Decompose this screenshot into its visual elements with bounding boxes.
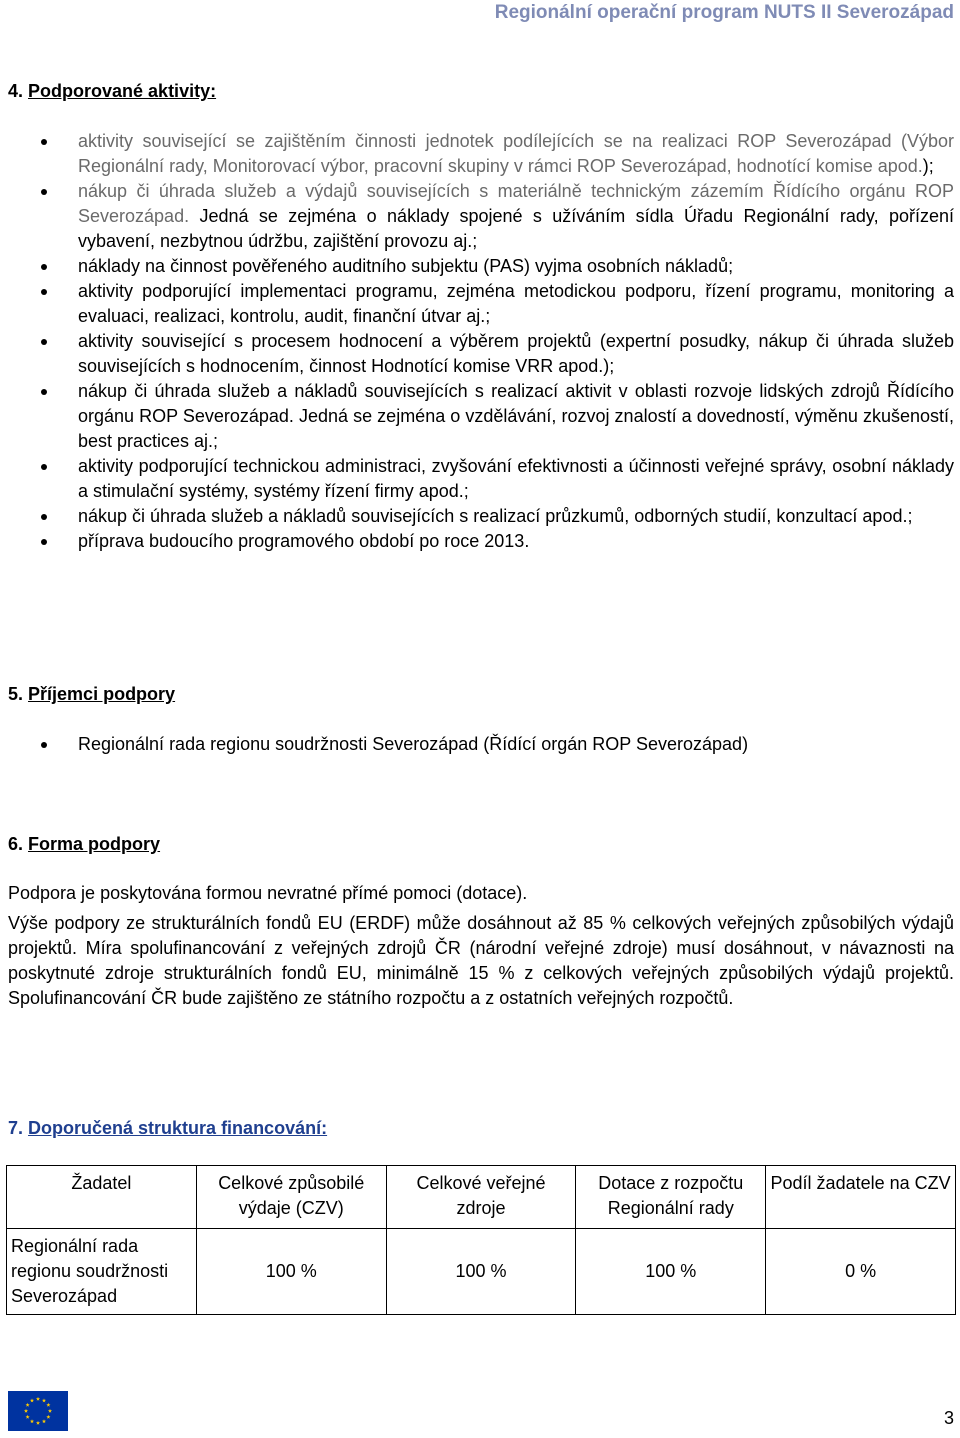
- section-7-number: 7.: [8, 1118, 24, 1138]
- table-header-cell: Žadatel: [7, 1166, 197, 1229]
- eu-star-icon: [42, 1419, 46, 1423]
- eu-star-icon: [30, 1419, 34, 1423]
- bullet-icon: [41, 539, 47, 545]
- list-item: aktivity související s procesem hodnocení a výběrem projektů (expertní posudky, nákup či úhrada služeb souvisejících s hodnocením, činnost Hodnotící komise VRR apod.);: [0, 329, 954, 379]
- section-6-heading: [8, 832, 160, 856]
- eu-star-icon: [48, 1409, 52, 1413]
- section-5-number: 5.: [8, 684, 24, 704]
- bullet-icon: [41, 464, 47, 470]
- bullet-icon: [41, 139, 47, 145]
- table-row: [7, 1229, 956, 1315]
- list-item: aktivity související se zajištěním činnosti jednotek podílejících se na realizaci ROP Severozápad (Výbor Regionální rady, Monitorovací výbor, pracovní skupiny v rámci ROP Severozápad, hodnotící komise apod.);: [0, 129, 954, 179]
- table-header-cell: Celkové veřejné zdroje: [386, 1166, 576, 1229]
- section-4-list: [0, 129, 954, 554]
- eu-flag-icon: [8, 1391, 68, 1431]
- section-7-title: Doporučená struktura financování:: [28, 1118, 328, 1138]
- section-5-list: [0, 732, 954, 757]
- list-item: aktivity podporující implementaci programu, zejména metodickou podporu, řízení programu, monitoring a evaluaci, realizaci, kontrolu, audit, finanční útvar aj.;: [0, 279, 954, 329]
- table-cell: 100 %: [386, 1229, 576, 1315]
- bullet-icon: [41, 289, 47, 295]
- list-item: Regionální rada regionu soudržnosti Severozápad (Řídící orgán ROP Severozápad): [0, 732, 954, 757]
- section-7-heading: [8, 1116, 327, 1140]
- bullet-icon: [41, 389, 47, 395]
- list-item: aktivity podporující technickou administraci, zvyšování efektivnosti a účinnosti veřejné správy, osobní náklady a stimulační systémy, systémy řízení firmy apod.;: [0, 454, 954, 504]
- list-item: nákup či úhrada služeb a výdajů souvisejících s materiálně technickým zázemím Řídícího orgánu ROP Severozápad. Jedná se zejména o náklady spojené s užíváním sídla Úřadu Regionální rady, pořízení vybavení, nezbytnou údržbu, zajištění provozu aj.;: [0, 179, 954, 254]
- section-5-title: Příjemci podpory: [28, 684, 176, 704]
- section-6-paragraph-2: Výše podpory ze strukturálních fondů EU (ERDF) může dosáhnout až 85 % celkových veřejných způsobilých výdajů projektů. Míra spolufinancování z veřejných zdrojů ČR (národní veřejné zdroje) musí dosáhnout, v návaznosti na poskytnuté zdroje strukturálních fondů EU, minimálně 15 % z celkových veřejných způsobilých výdajů projektů. Spolufinancování ČR bude zajištěno ze státního rozpočtu a z ostatních veřejných rozpočtů.: [8, 913, 954, 1008]
- running-header: Regionální operační program NUTS II Severozápad: [494, 2, 954, 23]
- section-6-number: 6.: [8, 834, 24, 854]
- eu-star-icon: [46, 1415, 50, 1419]
- bullet-icon: [41, 742, 47, 748]
- eu-star-icon: [26, 1415, 30, 1419]
- table-header-row: [7, 1166, 956, 1229]
- section-5-heading: [8, 682, 175, 706]
- table-header-cell: Celkové způsobilé výdaje (CZV): [196, 1166, 386, 1229]
- eu-star-icon: [24, 1409, 28, 1413]
- list-item: náklady na činnost pověřeného auditního subjektu (PAS) vyjma osobních nákladů;: [0, 254, 954, 279]
- list-item: nákup či úhrada služeb a nákladů souvisejících s realizací průzkumů, odborných studií, konzultací apod.;: [0, 504, 954, 529]
- section-6-title: Forma podpory: [28, 834, 161, 854]
- eu-star-icon: [36, 1397, 40, 1401]
- list-item: nákup či úhrada služeb a nákladů souvisejících s realizací aktivit v oblasti rozvoje lidských zdrojů Řídícího orgánu ROP Severozápad. Jedná se zejména o vzdělávání, rozvoj znalostí a dovedností, výměnu zkušeností, best practices aj.;: [0, 379, 954, 454]
- table-cell: 0 %: [766, 1229, 956, 1315]
- eu-star-icon: [42, 1398, 46, 1402]
- eu-star-icon: [26, 1403, 30, 1407]
- bullet-icon: [41, 339, 47, 345]
- list-item: příprava budoucího programového období po roce 2013.: [0, 529, 954, 554]
- table-header-cell: Dotace z rozpočtu Regionální rady: [576, 1166, 766, 1229]
- bullet-icon: [41, 264, 47, 270]
- bullet-icon: [41, 514, 47, 520]
- eu-stars-icon: [8, 1391, 68, 1431]
- bullet-icon: [41, 189, 47, 195]
- table-cell: 100 %: [576, 1229, 766, 1315]
- eu-star-icon: [30, 1398, 34, 1402]
- table-cell: 100 %: [196, 1229, 386, 1315]
- section-6-paragraph-1: Podpora je poskytována formou nevratné přímé pomoci (dotace).: [8, 883, 528, 903]
- eu-star-icon: [46, 1403, 50, 1407]
- page-number: 3: [943, 1408, 954, 1428]
- eu-star-icon: [36, 1421, 40, 1425]
- table-header-cell: Podíl žadatele na CZV: [766, 1166, 956, 1229]
- table-cell: Regionální rada regionu soudržnosti Severozápad: [7, 1229, 197, 1315]
- financing-table: [6, 1165, 956, 1315]
- section-4-title: Podporované aktivity:: [28, 81, 217, 101]
- section-4-number: 4.: [8, 81, 24, 101]
- section-4-heading: [8, 79, 216, 103]
